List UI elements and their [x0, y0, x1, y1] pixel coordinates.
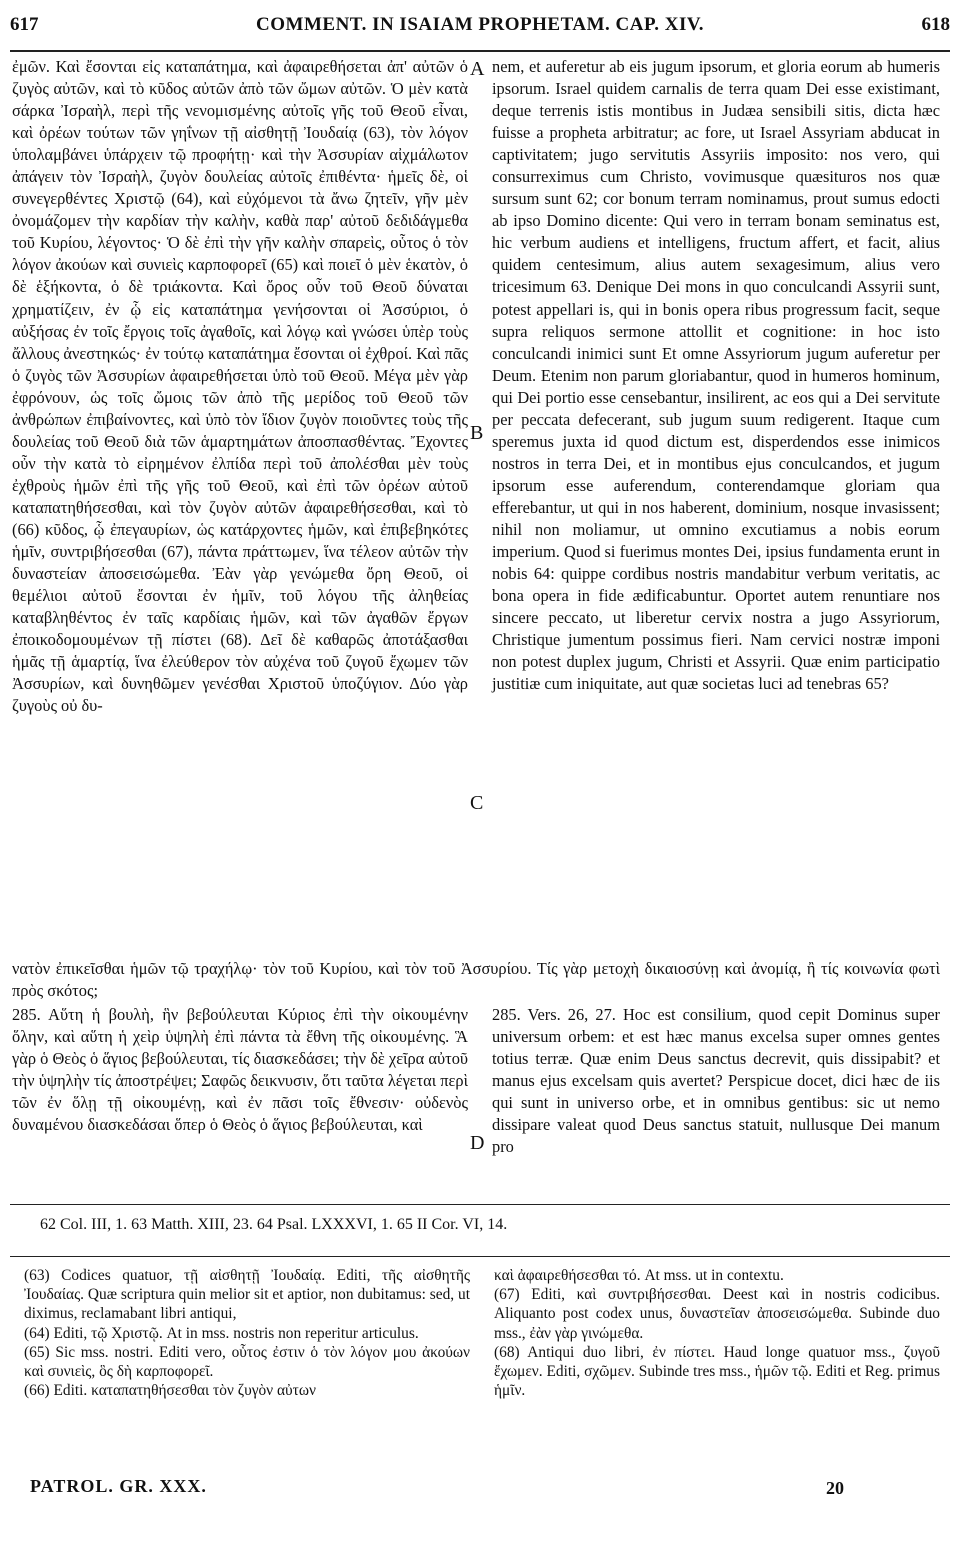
footnote: (68) Antiqui duo libri, ἐν πίστει. Haud longe quatuor mss., ζυγοῦ ἔχωμεν. Editi, σχῶμεν. Subinde tres mss., ἡμῶν τῷ. Editi et Reg. primus ἡμῖν. — [494, 1343, 940, 1400]
footnote: (67) Editi, καὶ συντριβήσεσθαι. Deest καὶ in nostris codicibus. Aliquanto post codex unus, δυναστεῖαν ἀποσεισώμεθα. Subinde duo mss., ἐὰν γὰρ γινώμεθα. — [494, 1286, 940, 1342]
footnote: καὶ ἀφαιρεθήσεσθαι τό. At mss. ut in contextu. — [494, 1267, 784, 1284]
footnote: (63) Codices quatuor, τῇ αἰσθητῇ Ἰουδαίᾳ. Editi, τῆς αἰσθητῆς Ἰουδαίας. Quæ scriptura quin melior sit et aptior, non dubitamus: sed, ut diximus, reclamabant libri antiqui, — [24, 1267, 470, 1323]
greek-column-top — [12, 56, 468, 717]
refs-rule — [10, 1204, 950, 1205]
greek-section-285-text: 285. Αὕτη ἡ βουλὴ, ἣν βεβούλευται Κύριος ἐπὶ τὴν οἰκουμένην ὅλην, καὶ αὕτη ἡ χεὶρ ὑψηλὴ ἐπὶ πάντα τὰ ἔθνη τῆς οἰκουμένης. Ἃ γὰρ ὁ Θεὸς ὁ ἅγιος βεβούλευται, τίς διασκεδάσει; τὴν δὲ χεῖρα αὐτοῦ τὴν ὑψηλὴν τίς ἀποστρέψει; Σαφῶς δεικνυσιν, ὅτι ταῦτα λέγεται περὶ τῶν ἐν ὅλῃ τῇ οἰκουμένῃ, καὶ ἐν πᾶσι τοῖς ἔθνεσιν· οὐδενὸς δυναμένου διασκεδάσαι ὅπερ ὁ Θεὸς ὁ ἅγιος βεβούλευται, καὶ — [12, 1005, 468, 1135]
greek-continuation-text: νατὸν ἐπικεῖσθαι ἡμῶν τῷ τραχήλῳ· τὸν τοῦ Κυρίου, καὶ τὸν τοῦ Ἀσσυρίου. Τίς γὰρ μετοχὴ δικαιοσύνῃ καὶ ἀνομίᾳ, ἢ τίς κοινωνία φωτὶ πρὸς σκότος; — [12, 959, 940, 1001]
margin-marker-d: D — [470, 1132, 485, 1154]
footnote: (65) Sic mss. nostri. Editi vero, οὗτος ἐστιν ὁ τὸν λόγον μου ἀκούων καὶ συνιεὶς, ὃς δὴ καρποφορεῖ. — [24, 1343, 470, 1381]
latin-commentary-text: nem, et auferetur ab eis jugum ipsorum, et gloria eorum ab humeris ipsorum. Israel quidem carnalis de terra quam Dei esse existimant, deque terrenis istis montibus in Judæa sensibili sitis, dicta hæc fuisse a propheta arbitratur; ac fore, ut Israel Assyriam abducat in captivitatem; jugo servitutis Assyriis imposito: nos vero, qui consurreximus cum Christo, vovimusque quæsituros nos quæ sursum sunt 62; cor bonum terram nominamus, prout sumus edocti ab ipso Domino dicente: Qui vero in terram bonam seminatus est, hic verbum audiens et intelligens, fructum affert, et facit, alius quidem centesimum, alius autem sexagesimum, alius vero tricesimum 63. Denique Dei mons in quo conculcandi Assyrii sunt, potest appellari is, qui in bonis opera ribus progressum facit, seque supra reliquos sermone attollit et cognitione: in hoc isto conculcandi inimici sunt Et omne Assyriorum jugum auferetur per Deum. Etenim non parum gloriabantur, quod in humeros hominum, qui Dei portio esse censebantur, insilirent, ac eos qui a Dei servitute per peccata defecerant, sub jugum suum redigerent. Itaque cum speremus juxta id quod dictum est, disperdendos esse inimicos nostros in terra Dei, et in montibus ejus conculcandos, et jugum ipsorum esse auferendum, conterendamque gloriam qua efferebantur, ut qui in nos haberent, dominium, nosque invasissent; nihil non moliamur, ut omnino excutiamus a nobis eorum imperium. Quod si fuerimus montes Dei, ipsius fundamenta erunt in nobis 64: quippe cordibus nostris mandabitur verbum veritatis, ac bona opera in fide ædificabuntur. Oportet autem renuntiare nos sincere peccato, ut liberetur cervix nostra a jugo Assyriorum, Christique jumentum possimus fieri. Nam cervici nostræ imponi non potest duplex jugum, Christi et Assyrii. Quæ enim participatio justitiæ cum iniquitate, aut quæ societas luci ad tenebras 65? — [492, 57, 940, 694]
page-header — [10, 14, 950, 48]
footnotes-left — [24, 1266, 470, 1400]
latin-column-top — [492, 56, 940, 695]
margin-marker-b: B — [470, 422, 484, 444]
footnote: (66) Editi. καταπατηθήσεσθαι τὸν ζυγὸν αὐτων — [24, 1382, 316, 1400]
margin-marker-c: C — [470, 792, 484, 814]
margin-marker-a: A — [470, 58, 485, 80]
sheet-number: 20 — [826, 1478, 844, 1498]
right-page-number: 618 — [921, 14, 950, 35]
scripture-references: 62 Col. III, 1. 63 Matth. XIII, 23. 64 Psal. LXXXVI, 1. 65 II Cor. VI, 14. — [40, 1216, 508, 1233]
footnote: (64) Editi, τῷ Χριστῷ. At in mss. nostris non reperitur articulus. — [24, 1324, 419, 1342]
latin-section-285 — [492, 1004, 940, 1158]
series-footer: PATROL. GR. XXX. — [30, 1476, 207, 1496]
greek-section-285 — [12, 1004, 468, 1136]
footnotes-right — [494, 1266, 940, 1400]
header-rule — [10, 50, 950, 52]
latin-section-285-text: 285. Vers. 26, 27. Hoc est consilium, quod cepit Dominus super universum orbem: et est hæc manus excelsa super omnes gentes totius terræ. Quæ enim Deus sanctus decrevit, quis dissipabit? et manus ejus excelsam quis avertet? Perspicue docet, dici hæc de iis qui sunt in universo orbe, et in omnibus gentibus: sic ut nemo dissipare valeat quod Deus sanctus statuit, nullusque Dei manum pro — [492, 1005, 940, 1157]
notes-rule — [10, 1256, 950, 1257]
greek-continuation — [12, 958, 940, 1002]
left-page-number: 617 — [10, 14, 39, 35]
greek-commentary-text: ἐμῶν. Καὶ ἔσονται εἰς καταπάτημα, καὶ ἀφαιρεθήσεται ἀπ' αὐτῶν ὁ ζυγὸς αὐτῶν, καὶ τὸ κῦδος αὐτῶν ἀπὸ τῶν ὤμων αὐτῶν. Ὁ μὲν κατὰ σάρκα Ἰσραὴλ, περὶ τῆς νενομισμένης αὐτοῖς γῆς τοῦ Θεοῦ εἶναι, καὶ ὀρέων τούτων τῶν γηΐνων τῇ αἰσθητῇ Ἰουδαίᾳ (63), τὸν λόγον ὑπολαμβάνει ὑπάρχειν τῷ προφήτῃ· καὶ τὴν Ἀσσυρίαν αἰχμάλωτον ἀπάγειν τὸν Ἰσραὴλ, ζυγὸν δουλείας αὐτοῖς ἐπιθέντα· ἡμεῖς δὲ, οἱ συνεγερθέντες Χριστῷ (64), καὶ εὐχόμενοι τὰ ἄνω ζητεῖν, γῆν μὲν ὀνομάζομεν τὴν καρδίαν τὴν καλὴν, καθὰ παρ' αὐτοῦ δεδιδάγμεθα τοῦ Κυρίου, λέγοντος· Ὁ δὲ ἐπὶ τὴν γῆν καλὴν σπαρεὶς, οὗτος ὁ τὸν λόγον ἀκούων καὶ συνιεὶς καρποφορεῖ (65) καὶ ποιεῖ ὁ μὲν ἑκατὸν, ὁ δὲ ἑξήκοντα, ὁ δὲ τριάκοντα. Καὶ ὄρος οὖν τοῦ Θεοῦ δύναται χρηματίζειν, ἐν ᾧ εἰς καταπάτημα γενήσονται οἱ Ἀσσύριοι, ὁ αὐξήσας ἐν τοῖς ἔργοις τοῖς ἀγαθοῖς, καὶ λόγῳ καὶ γνώσει ὑπὲρ τοὺς ἄλλους ἀνεστηκώς· ἐν τούτῳ καταπάτημα ἔσονται οἱ ἐχθροί. Καὶ πᾶς ὁ ζυγὸς τῶν Ἀσσυρίων ἀφαιρεθήσεται ὑπὸ τοῦ Θεοῦ. Μέγα μὲν γὰρ ἐφρόνουν, ὡς τοῖς ὤμοις τῶν ἀπὸ τῆς μερίδος τοῦ Θεοῦ τῶν ἀνθρώπων ἐπιβαίνοντες, καὶ ὑπὸ τὸν ἴδιον ζυγὸν ποιοῦντες τοὺς τῆς δουλείας τοῦ Θεοῦ διὰ τῶν ἁμαρτημάτων ἀποσπασθέντας. Ἔχοντες οὖν τὴν κατὰ τὸ εἰρημένον ἐλπίδα περὶ τοῦ ἀπολέσθαι μὲν τοὺς ἐχθροὺς ἡμῶν ἐπὶ τῆς γῆς τοῦ Θεοῦ, καὶ ἐπὶ τῶν ὀρέων αὐτοῦ καταπατηθήσεσθαι, καὶ τὸν ζυγὸν αὐτῶν ἀφαιρεθήσεσθαι, καὶ τὸ (66) κῦδος, ᾧ ἐπεγαυρίων, ὡς κατάρχοντες ἡμῶν, καὶ ἐπιβεβηκότες ἡμῖν, συντριβήσεσθαι (67), πάντα πράττωμεν, ἵνα τέλεον αὐτῶν τὴν δυναστείαν ἀποσεισώμεθα. Ἐὰν γὰρ γενώμεθα ὄρη Θεοῦ, οἱ θεμέλιοι αὐτοῦ ἔσονται ἐν ἡμῖν, τοῦ λόγου τῆς ἀληθείας καταβληθέντος ἐν ταῖς καρδίαις ἡμῶν, καὶ τῶν ἀγαθῶν ἔργων ἐποικοδομουμένων τῇ πίστει (68). Δεῖ δὲ καθαρῶς ἀποτάξασθαι ἡμᾶς τῇ ἁμαρτίᾳ, ἵνα ἐλεύθερον τὸν αὐχένα τοῦ ζυγοῦ ἔχωμεν τῶν Ἀσσυρίων, καὶ δυνηθῶμεν γενέσθαι Χριστοῦ ὑποζύγιον. Δύο γὰρ ζυγοὺς οὐ δυ- — [12, 57, 468, 716]
running-title: COMMENT. IN ISAIAM PROPHETAM. CAP. XIV. — [256, 14, 704, 35]
